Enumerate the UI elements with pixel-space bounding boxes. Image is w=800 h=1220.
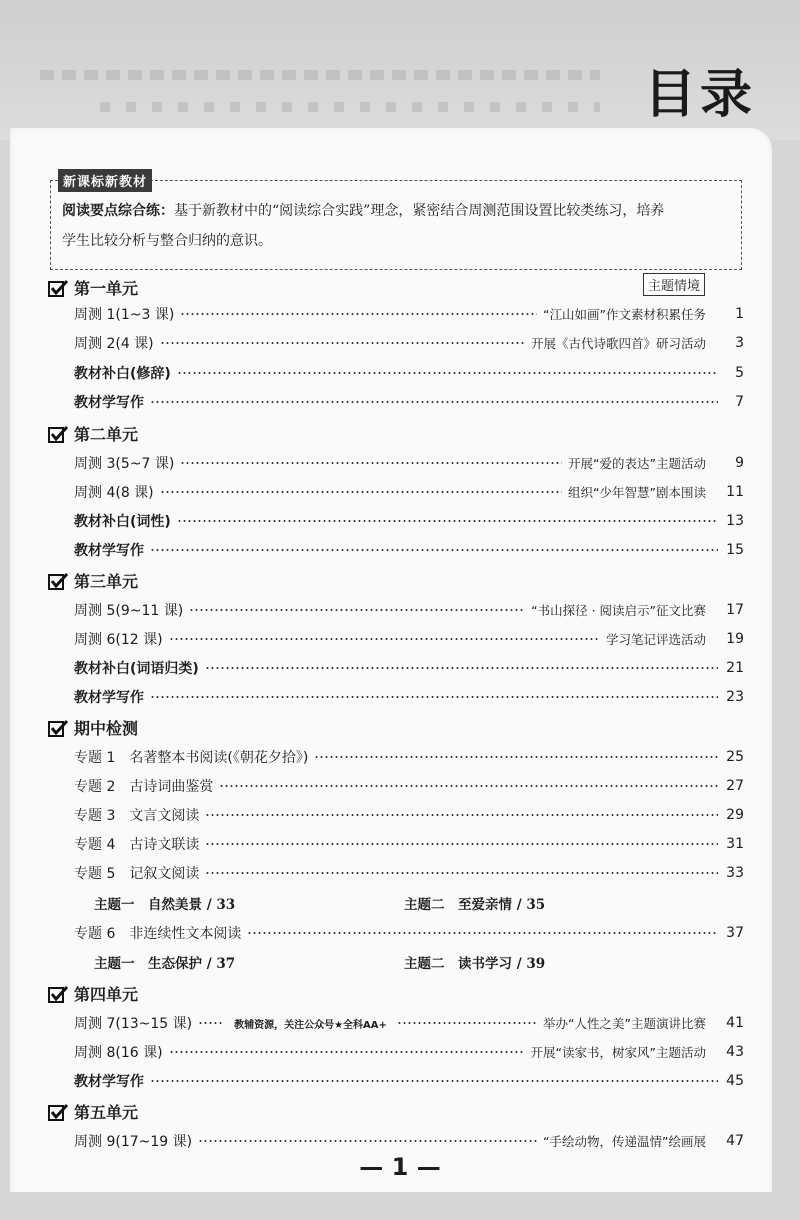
leader-dots [169,1051,525,1053]
toc-row[interactable] [74,922,744,944]
row-page: 27 [726,778,744,794]
toc-row[interactable] [74,481,744,503]
page-title: 目录 [643,65,756,125]
note-lead: 阅读要点综合练： [62,203,174,219]
toc-row[interactable] [74,452,744,474]
toc-row[interactable] [74,1130,744,1152]
check-icon [48,985,68,1003]
row-theme: 组织“少年智慧”剧本围读 [568,485,706,500]
check-icon [48,1103,68,1121]
row-page: 11 [726,484,744,500]
row-label: 专题 1 名著整本书阅读(《朝花夕拾》) [74,750,309,766]
toc-row[interactable] [74,746,744,768]
unit-heading-5 [48,1100,138,1123]
unit-title: 第三单元 [74,572,139,591]
watermark-text: 教辅资源，关注公众号★全科AA+ [234,1019,387,1031]
leader-dots [198,1022,224,1024]
leader-dots [169,638,600,640]
row-label: 教材学写作 [74,1074,144,1090]
unit-title: 第五单元 [74,1103,139,1122]
leader-dots [177,520,718,522]
row-label: 周测 3(5~7 课) [74,456,175,472]
unit-title: 期中检测 [74,719,139,738]
leader-dots [219,785,718,787]
leader-dots [247,932,718,934]
toc-row[interactable] [74,510,744,532]
note-tag: 新课标新教材 [58,169,152,192]
row-label: 专题 6 非连续性文本阅读 [74,926,242,942]
toc-row[interactable] [74,332,744,354]
toc-row[interactable] [74,1012,744,1034]
row-page: 9 [735,455,744,471]
leader-dots [198,1140,537,1142]
leader-dots [397,1022,537,1024]
row-page: 7 [735,394,744,410]
row-label: 周测 8(16 课) [74,1045,163,1061]
row-page: 37 [726,925,744,941]
unit-heading-4 [48,982,138,1005]
leader-dots [177,372,718,374]
toc-row[interactable] [74,862,744,884]
row-page: 1 [735,306,744,322]
toc-row[interactable] [74,833,744,855]
row-page: 25 [726,749,744,765]
leader-dots [205,872,718,874]
bleed-through-text [40,62,600,122]
row-label: 周测 1(1~3 课) [74,307,175,323]
row-page: 33 [726,865,744,881]
toc-row[interactable] [74,657,744,679]
leader-dots [180,462,562,464]
row-page: 15 [726,542,744,558]
check-icon [48,279,68,297]
row-label: 教材补白(修辞) [74,366,171,382]
row-theme: 开展“爱的表达”主题活动 [568,456,706,471]
leader-dots [180,313,537,315]
row-label: 教材学写作 [74,543,144,559]
row-theme: 举办“人性之美”主题演讲比赛 [543,1016,706,1031]
note-line-1: 基于新教材中的“阅读综合实践”理念，紧密结合周测范围设置比较类练习，培养 [174,203,665,219]
row-page: 31 [726,836,744,852]
row-label: 教材学写作 [74,395,144,411]
row-label: 周测 7(13~15 课) [74,1016,193,1032]
leader-dots [160,491,562,493]
row-page: 17 [726,602,744,618]
row-label: 周测 4(8 课) [74,485,154,501]
leader-dots [205,814,718,816]
row-label: 周测 5(9~11 课) [74,603,184,619]
note-text [62,196,734,256]
row-label: 周测 2(4 课) [74,336,154,352]
row-page: 47 [726,1133,744,1149]
sub-theme[interactable]: 主题二 读书学习 / 39 [404,956,546,972]
sub-theme[interactable]: 主题二 至爱亲情 / 35 [404,897,546,913]
row-label: 教材补白(词语归类) [74,661,199,677]
leader-dots [160,342,525,344]
row-label: 周测 9(17~19 课) [74,1134,193,1150]
unit-heading-2 [48,422,138,445]
note-line-2: 学生比较分析与整合归纳的意识。 [62,233,272,249]
sub-theme[interactable]: 主题一 自然美景 / 33 [94,897,236,913]
theme-tag: 主题情境 [643,273,705,296]
toc-row[interactable] [74,303,744,325]
row-label: 专题 3 文言文阅读 [74,808,200,824]
toc-row[interactable] [74,686,744,708]
row-page: 5 [735,365,744,381]
row-page: 45 [726,1073,744,1089]
unit-heading-3 [48,569,138,592]
leader-dots [205,843,718,845]
leader-dots [150,549,718,551]
row-page: 13 [726,513,744,529]
page-bottom-edge [0,1192,800,1220]
check-icon [48,719,68,737]
unit-heading-1 [48,276,138,299]
page-number: — 1 — [359,1153,441,1181]
leader-dots [314,756,718,758]
row-theme: 开展《古代诗歌四首》研习活动 [530,336,706,351]
row-page: 43 [726,1044,744,1060]
toc-row[interactable] [74,362,744,384]
leader-dots [150,401,718,403]
row-theme: 开展“读家书，树家风”主题活动 [530,1045,706,1060]
row-theme: 学习笔记评选活动 [605,632,706,647]
check-icon [48,572,68,590]
sub-theme[interactable]: 主题一 生态保护 / 37 [94,956,236,972]
unit-heading-midterm [48,716,138,739]
row-theme: “江山如画”作文素材积累任务 [543,307,706,322]
leader-dots [150,696,718,698]
toc-row[interactable] [74,775,744,797]
row-theme: “手绘动物，传递温情”绘画展 [543,1134,706,1149]
row-page: 23 [726,689,744,705]
toc-row[interactable] [74,599,744,621]
row-page: 29 [726,807,744,823]
toc-row[interactable] [74,539,744,561]
row-page: 19 [726,631,744,647]
leader-dots [189,609,525,611]
row-label: 教材学写作 [74,690,144,706]
toc-row[interactable] [74,628,744,650]
unit-title: 第二单元 [74,425,139,444]
row-page: 41 [726,1015,744,1031]
toc-row[interactable] [74,1070,744,1092]
leader-dots [150,1080,718,1082]
toc-row[interactable] [74,391,744,413]
check-icon [48,425,68,443]
row-label: 教材补白(词性) [74,514,171,530]
row-page: 3 [735,335,744,351]
row-label: 周测 6(12 课) [74,632,163,648]
row-theme: “书山探径 · 阅读启示”征文比赛 [531,603,706,618]
unit-title: 第一单元 [74,279,139,298]
row-page: 21 [726,660,744,676]
unit-title: 第四单元 [74,985,139,1004]
row-label: 专题 2 古诗词曲鉴赏 [74,779,214,795]
leader-dots [205,667,718,669]
row-label: 专题 4 古诗文联读 [74,837,200,853]
toc-row[interactable] [74,1041,744,1063]
toc-row[interactable] [74,804,744,826]
row-label: 专题 5 记叙文阅读 [74,866,200,882]
